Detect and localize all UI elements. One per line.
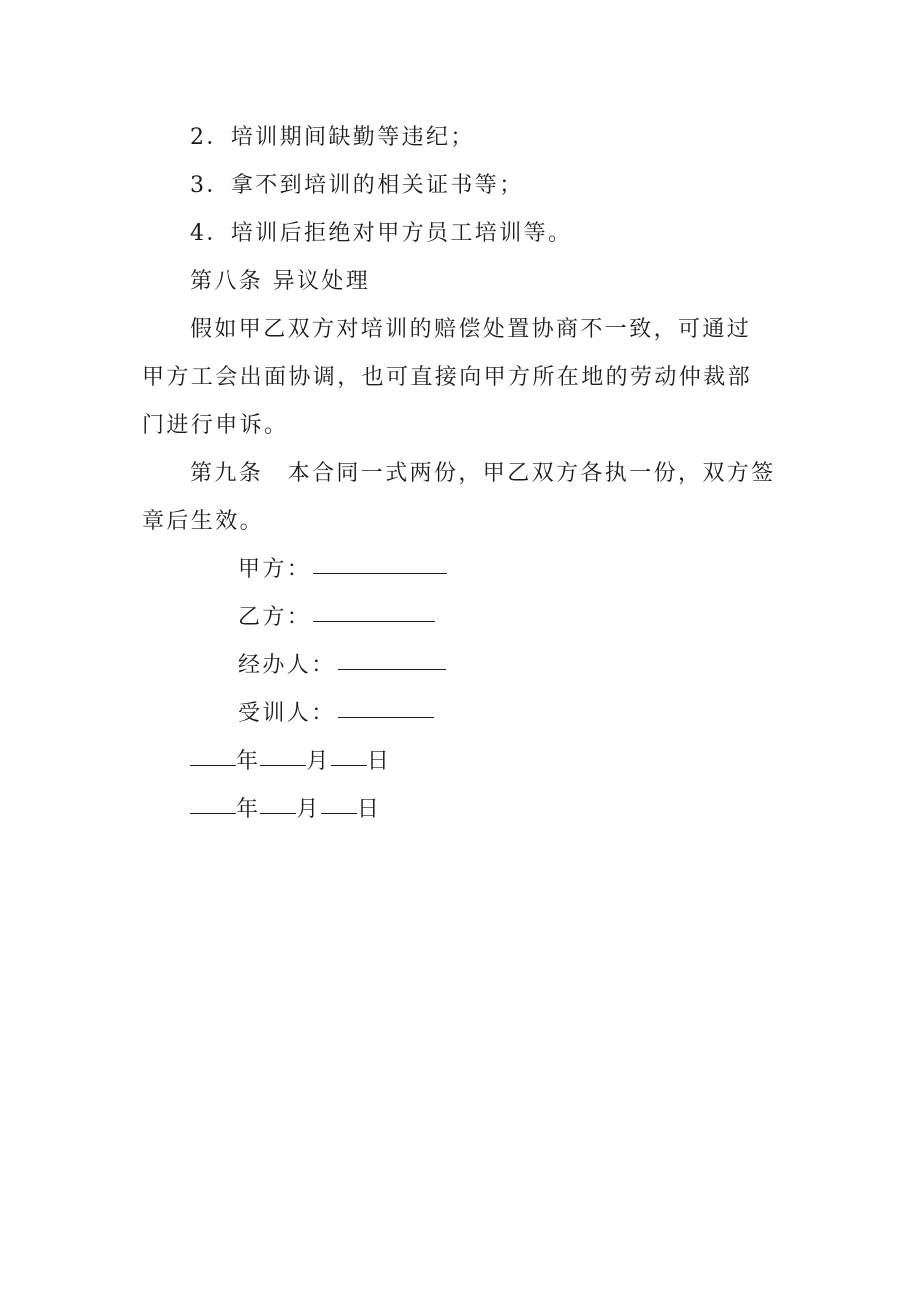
- list-item-3: 3．拿不到培训的相关证书等；: [190, 173, 524, 198]
- date-line-1: [142, 738, 782, 786]
- year-blank: [190, 737, 236, 766]
- trainee-signature: [142, 690, 782, 738]
- party-a-label: 甲方：: [238, 557, 312, 582]
- article8-line-2: 甲方工会出面协调，也可直接向甲方所在地的劳动仲裁部: [142, 365, 753, 390]
- date-line-2: [142, 786, 782, 834]
- party-b-label: 乙方：: [238, 605, 312, 630]
- month-label: 月: [306, 749, 331, 774]
- month-blank: [260, 737, 306, 766]
- trainee-blank: [338, 689, 434, 718]
- party-a-signature: [142, 546, 782, 594]
- party-b-blank: [313, 593, 435, 622]
- day-label: 日: [356, 797, 382, 822]
- handler-label: 经办人：: [238, 653, 336, 678]
- list-item-4: 4．培训后拒绝对甲方员工培训等。: [190, 221, 573, 246]
- article9-paragraph: [142, 450, 782, 546]
- document-content: [142, 114, 782, 834]
- handler-signature: [142, 642, 782, 690]
- day-blank: [331, 737, 367, 766]
- day-label: 日: [366, 749, 392, 774]
- trainee-label: 受训人：: [238, 701, 336, 726]
- party-a-blank: [313, 545, 447, 574]
- month-label: 月: [296, 797, 321, 822]
- list-item-2: 2．培训期间缺勤等违纪；: [190, 125, 475, 150]
- year-label: 年: [236, 749, 261, 774]
- article8-line-1: 假如甲乙双方对培训的赔偿处置协商不一致，可通过: [190, 317, 752, 342]
- article8-line-3: 门进行申诉。: [142, 413, 289, 438]
- article9-line-1: 第九条 本合同一式两份，甲乙双方各执一份，双方签: [190, 461, 776, 486]
- party-b-signature: [142, 594, 782, 642]
- year-label: 年: [236, 797, 261, 822]
- year-blank: [190, 785, 236, 814]
- day-blank: [321, 785, 357, 814]
- article9-line-2: 章后生效。: [142, 509, 265, 534]
- month-blank: [260, 785, 296, 814]
- handler-blank: [338, 641, 446, 670]
- article8-heading: 第八条 异议处理: [190, 269, 371, 294]
- article8-paragraph: [142, 306, 782, 450]
